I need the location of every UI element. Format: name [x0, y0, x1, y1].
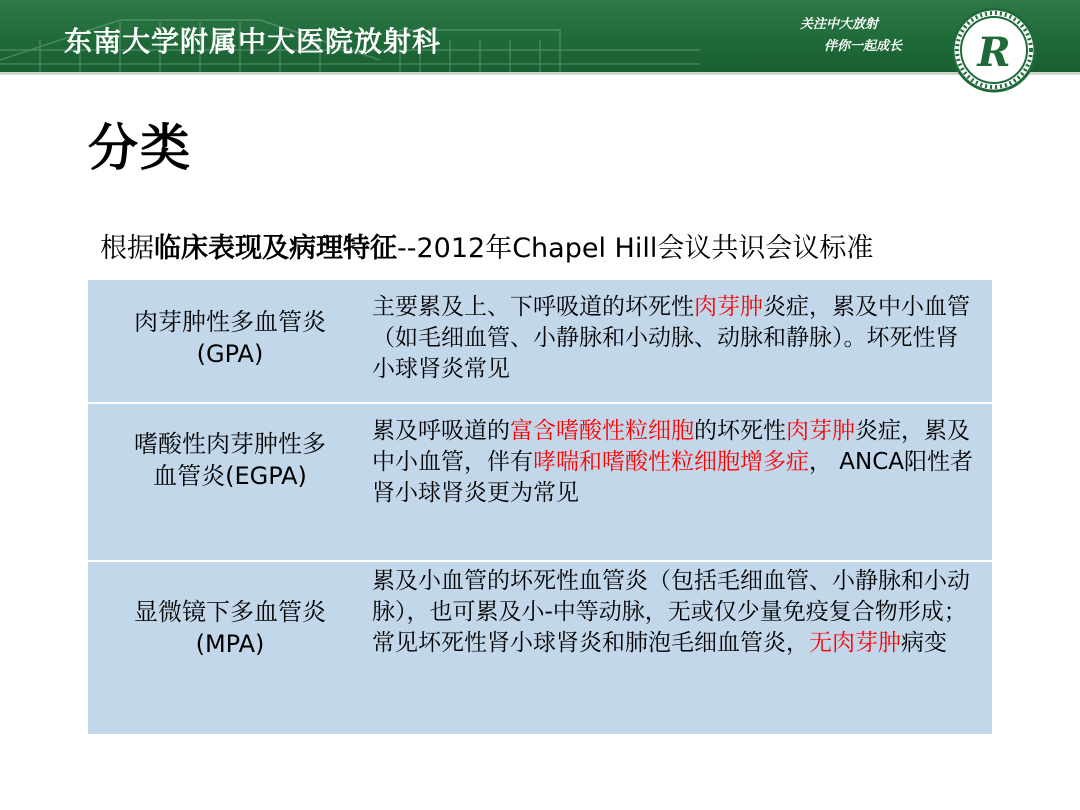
header-slogan — [800, 14, 930, 58]
desc-highlight: 肉芽肿 — [786, 418, 855, 444]
desc-highlight: 肉芽肿 — [694, 294, 763, 320]
desc-text: 炎症，累及中小血管（如毛细血管、小静脉和小动脉、动脉和静脉）。坏死性肾小球肾炎常见 — [372, 294, 970, 382]
vasculitis-name-line-2: 血管炎(EGPA) — [153, 462, 307, 490]
desc-highlight: 无肉芽肿 — [809, 630, 901, 656]
subtitle — [100, 226, 873, 265]
desc-highlight: 哮喘和嗜酸性粒细胞增多症 — [533, 449, 809, 475]
vasculitis-description — [372, 292, 976, 385]
slogan-line-2: 伴你一起成长 — [824, 39, 903, 54]
vasculitis-name-line-1: 显微镜下多血管炎 — [134, 598, 326, 626]
vasculitis-name-line-2: (MPA) — [195, 630, 265, 658]
table-row — [88, 280, 992, 402]
logo-letter: R — [977, 29, 1011, 76]
header-banner — [0, 0, 1080, 72]
hospital-logo-icon — [950, 6, 1042, 98]
subtitle-suffix: --2012年Chapel Hill会议共识会议标准 — [397, 233, 874, 264]
vasculitis-description — [372, 416, 976, 509]
vasculitis-name — [96, 596, 364, 660]
desc-text: 炎症，累及中小血管，伴有 — [372, 418, 970, 475]
desc-text: 累及小血管的坏死性血管炎（包括毛细血管、小静脉和小动脉），也可累及小-中等动脉，无或仅少量免疫复合物形成；常见坏死性肾小球肾炎和肺泡毛细血管炎， — [372, 568, 970, 656]
desc-text: 累及呼吸道的 — [372, 418, 510, 444]
table-row — [88, 404, 992, 560]
vasculitis-description — [372, 566, 976, 659]
desc-highlight: 富含嗜酸性粒细胞 — [510, 418, 694, 444]
page-title: 分类 — [88, 119, 192, 177]
vasculitis-name-line-1: 嗜酸性肉芽肿性多 — [134, 430, 326, 458]
subtitle-prefix: 根据 — [100, 233, 154, 264]
vasculitis-name-line-1: 肉芽肿性多血管炎 — [134, 308, 326, 336]
vasculitis-name — [96, 428, 364, 492]
slogan-line-1: 关注中大放射 — [800, 17, 879, 32]
vasculitis-name-line-2: (GPA) — [196, 340, 264, 368]
desc-text: 病变 — [901, 630, 947, 656]
classification-table — [88, 280, 992, 734]
table-row — [88, 562, 992, 734]
subtitle-bold: 临床表现及病理特征 — [154, 233, 397, 264]
desc-text: ， ANCA阳性者肾小球肾炎更为常见 — [372, 449, 974, 506]
desc-text: 的坏死性 — [694, 418, 786, 444]
desc-text: 主要累及上、下呼吸道的坏死性 — [372, 294, 694, 320]
vasculitis-name — [96, 306, 364, 370]
hospital-name: 东南大学附属中大医院放射科 — [64, 25, 442, 58]
header-underline — [0, 72, 1080, 75]
